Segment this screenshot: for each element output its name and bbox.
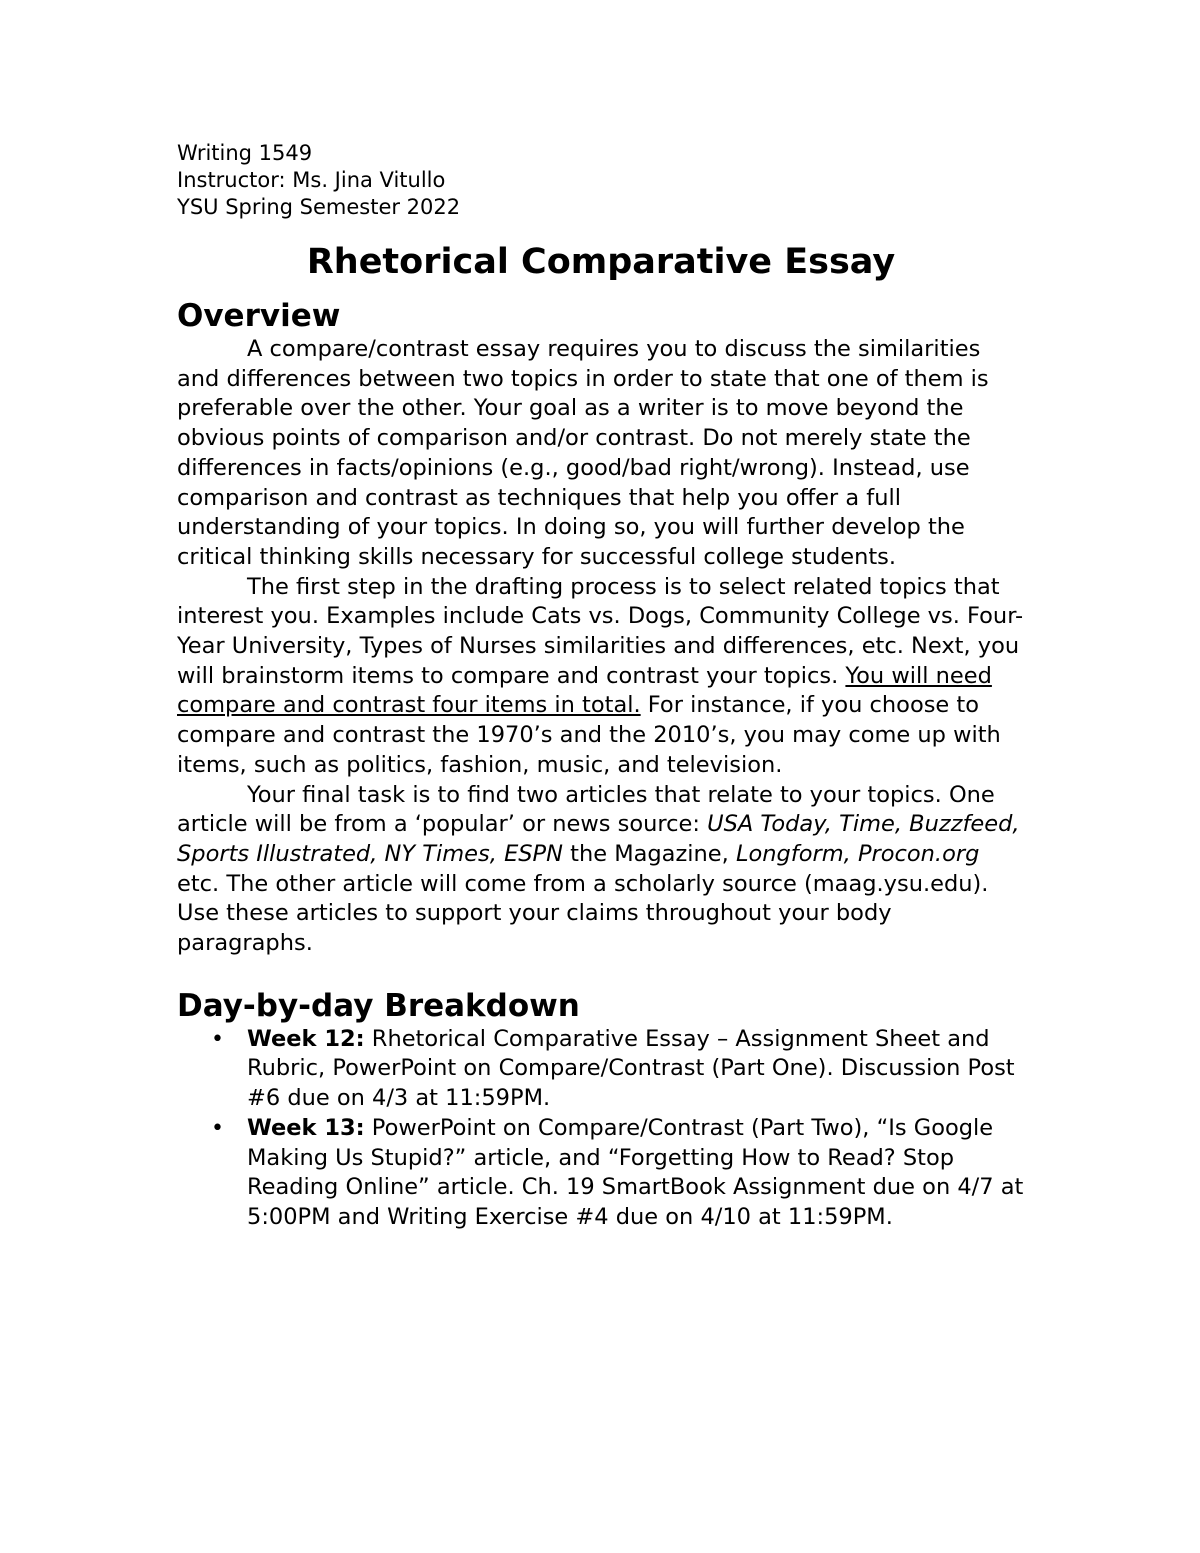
separator: , xyxy=(489,840,505,867)
source-sports-illustrated: Sports Illustrated xyxy=(177,840,371,867)
week-label: Week 13: xyxy=(247,1114,365,1141)
overview-heading: Overview xyxy=(177,298,341,334)
source-ny-times: NY Times xyxy=(384,840,490,867)
document-page xyxy=(177,140,1027,1233)
paragraph-2-text-start: The first step in the drafting process is to select related topics that interest you. Examples include Cats vs. Dogs, Community College vs. Four-Year University, Types of Nurses similarities and differences, etc. Next, you will brainstorm items to compare and contrast your topics. xyxy=(177,573,1024,689)
list-item xyxy=(211,1025,1027,1114)
week-description: PowerPoint on Compare/Contrast (Part Two), “Is Google Making Us Stupid?” article, and “Forgetting How to Read? Stop Reading Online” article. Ch. 19 SmartBook Assignment due on 4/7 at 5:00PM and Writing Exercise #4 due on 4/10 at 11:59PM. xyxy=(247,1114,1024,1230)
source-time: Time xyxy=(839,811,895,838)
semester: YSU Spring Semester 2022 xyxy=(177,195,461,219)
source-buzzfeed: Buzzfeed xyxy=(909,811,1013,838)
paragraph-2-text-end: For instance, if you choose to compare and contrast the 1970’s and the 2010’s, you may come up with items, such as politics, fashion, music, and television. xyxy=(177,692,1001,778)
bullet-icon: • xyxy=(211,1115,224,1141)
overview-paragraph-2 xyxy=(177,573,1027,781)
separator: , xyxy=(370,840,385,867)
separator: , xyxy=(894,811,910,838)
separator: , xyxy=(824,811,840,838)
source-espn: ESPN xyxy=(504,840,563,867)
source-usa-today: USA Today xyxy=(707,811,825,838)
underlined-requirement: You will need compare and contrast four items in total. xyxy=(177,662,992,719)
separator: , xyxy=(1012,811,1020,838)
instructor-name: Instructor: Ms. Jina Vitullo xyxy=(177,168,446,192)
separator: , xyxy=(843,840,858,867)
document-header xyxy=(177,140,1027,221)
course-name: Writing 1549 xyxy=(177,141,313,165)
overview-paragraph-3 xyxy=(177,781,1027,959)
document-title: Rhetorical Comparative Essay xyxy=(306,242,896,282)
week-description: Rhetorical Comparative Essay – Assignment Sheet and Rubric, PowerPoint on Compare/Contrast (Part One). Discussion Post #6 due on 4/3 at 11:59PM. xyxy=(247,1025,1015,1112)
paragraph-3-text-mid: the Magazine, xyxy=(562,840,736,867)
bullet-icon: • xyxy=(211,1026,224,1052)
paragraph-3-text-end: etc. The other article will come from a scholarly source (maag.ysu.edu). Use these articles to support your claims throughout your body paragraphs. xyxy=(177,870,989,957)
week-label: Week 12: xyxy=(247,1025,365,1052)
source-longform: Longform xyxy=(735,840,844,867)
list-item xyxy=(211,1114,1027,1233)
paragraph-3-text-start: Your final task is to find two articles that relate to your topics. One article will be from a ‘popular’ or news source: xyxy=(177,781,995,838)
breakdown-heading: Day-by-day Breakdown xyxy=(177,987,580,1024)
breakdown-list xyxy=(177,1025,1027,1233)
overview-paragraph-1: A compare/contrast essay requires you to discuss the similarities and differences between two topics in order to state that one of them is preferable over the other. Your goal as a writer is to move beyond the obvious points of comparison and/or contrast. Do not merely state the differences in facts/opinions (e.g., good/bad right/wrong). Instead, use comparison and contrast as techniques that help you offer a full understanding of your topics. In doing so, you will further develop the critical thinking skills necessary for successful college students. xyxy=(177,336,989,570)
source-procon: Procon.org xyxy=(857,840,980,867)
